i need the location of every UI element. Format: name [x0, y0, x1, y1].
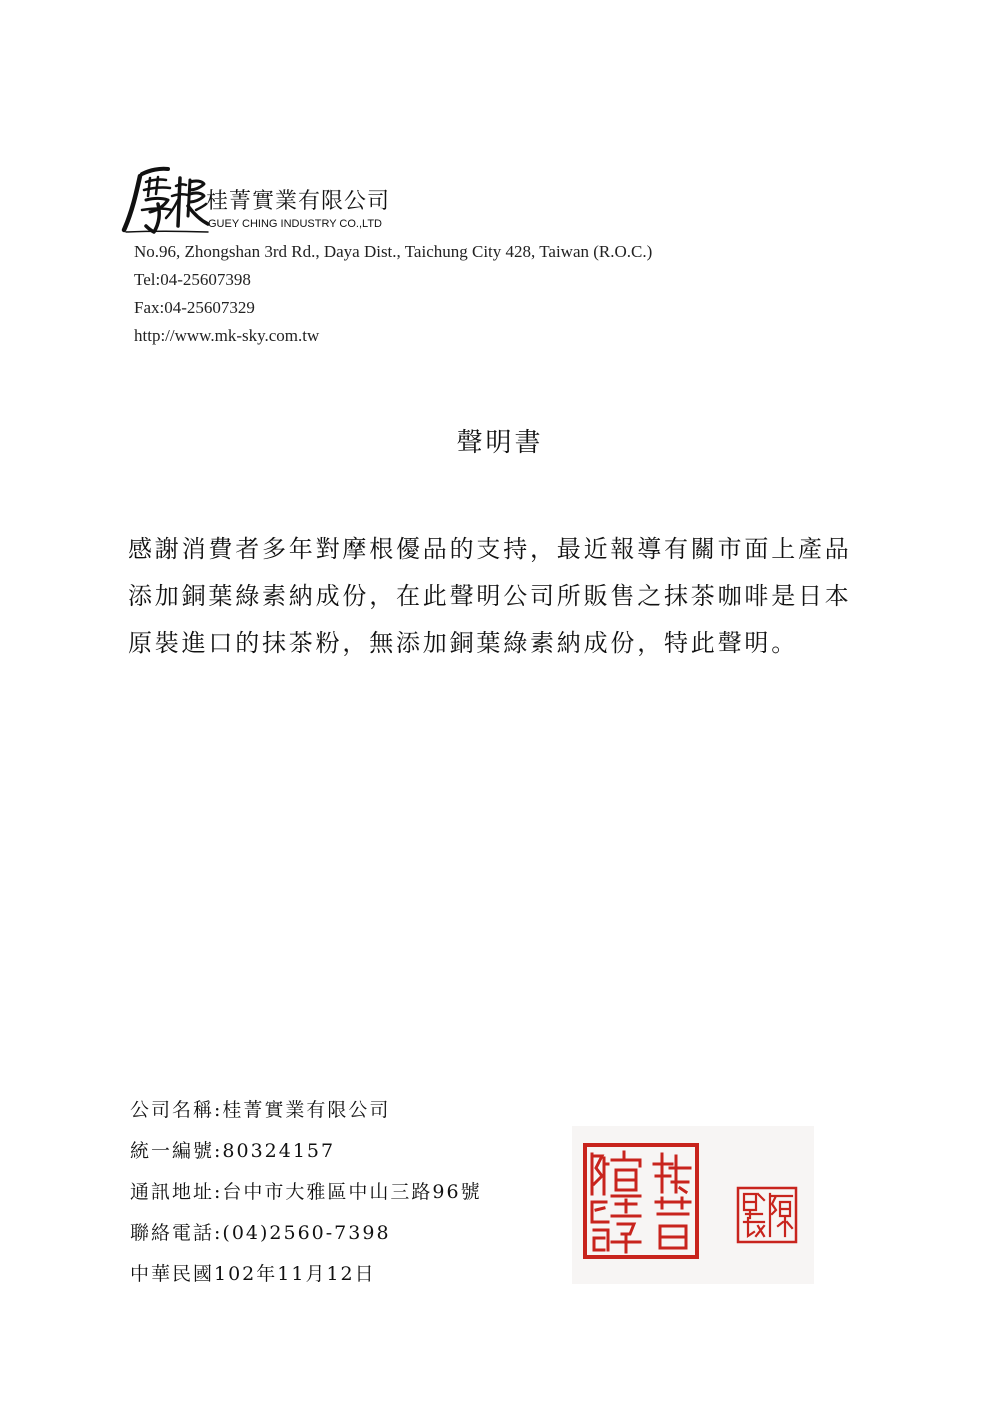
- contact-block: [134, 238, 652, 350]
- statement-line: 感謝消費者多年對摩根優品的支持，最近報導有關市面上產品: [128, 535, 852, 563]
- personal-seal-icon: [736, 1186, 798, 1244]
- company-name-chinese: 桂菁實業有限公司: [206, 189, 391, 214]
- statement-body: [128, 526, 908, 667]
- company-seal-icon: [582, 1142, 700, 1260]
- info-phone: 聯絡電話:(04)2560-7398: [130, 1222, 391, 1244]
- svg-text:摩根: 摩根: [320, 360, 322, 361]
- info-date: 中華民國102年11月12日: [130, 1263, 376, 1285]
- company-info-block: [130, 1090, 482, 1295]
- company-name-english: GUEY CHING INDUSTRY CO.,LTD: [208, 218, 382, 230]
- document-title: 聲明書: [456, 428, 544, 458]
- letterhead: [118, 160, 878, 361]
- seal-stamps: [572, 1126, 814, 1284]
- company-website: http://www.mk-sky.com.tw: [134, 326, 320, 345]
- company-fax: Fax:04-25607329: [134, 298, 255, 317]
- company-tel: Tel:04-25607398: [134, 270, 251, 289]
- statement-line: 原裝進口的抹茶粉，無添加銅葉綠素納成份，特此聲明。: [128, 629, 798, 657]
- info-tax-id: 統一編號:80324157: [130, 1140, 336, 1162]
- statement-line: 添加銅葉綠素納成份，在此聲明公司所販售之抹茶咖啡是日本: [128, 582, 852, 610]
- company-address: No.96, Zhongshan 3rd Rd., Daya Dist., Taichung City 428, Taiwan (R.O.C.): [134, 242, 653, 261]
- info-company-name: 公司名稱:桂菁實業有限公司: [130, 1099, 391, 1121]
- info-address: 通訊地址:台中市大雅區中山三路96號: [130, 1181, 482, 1203]
